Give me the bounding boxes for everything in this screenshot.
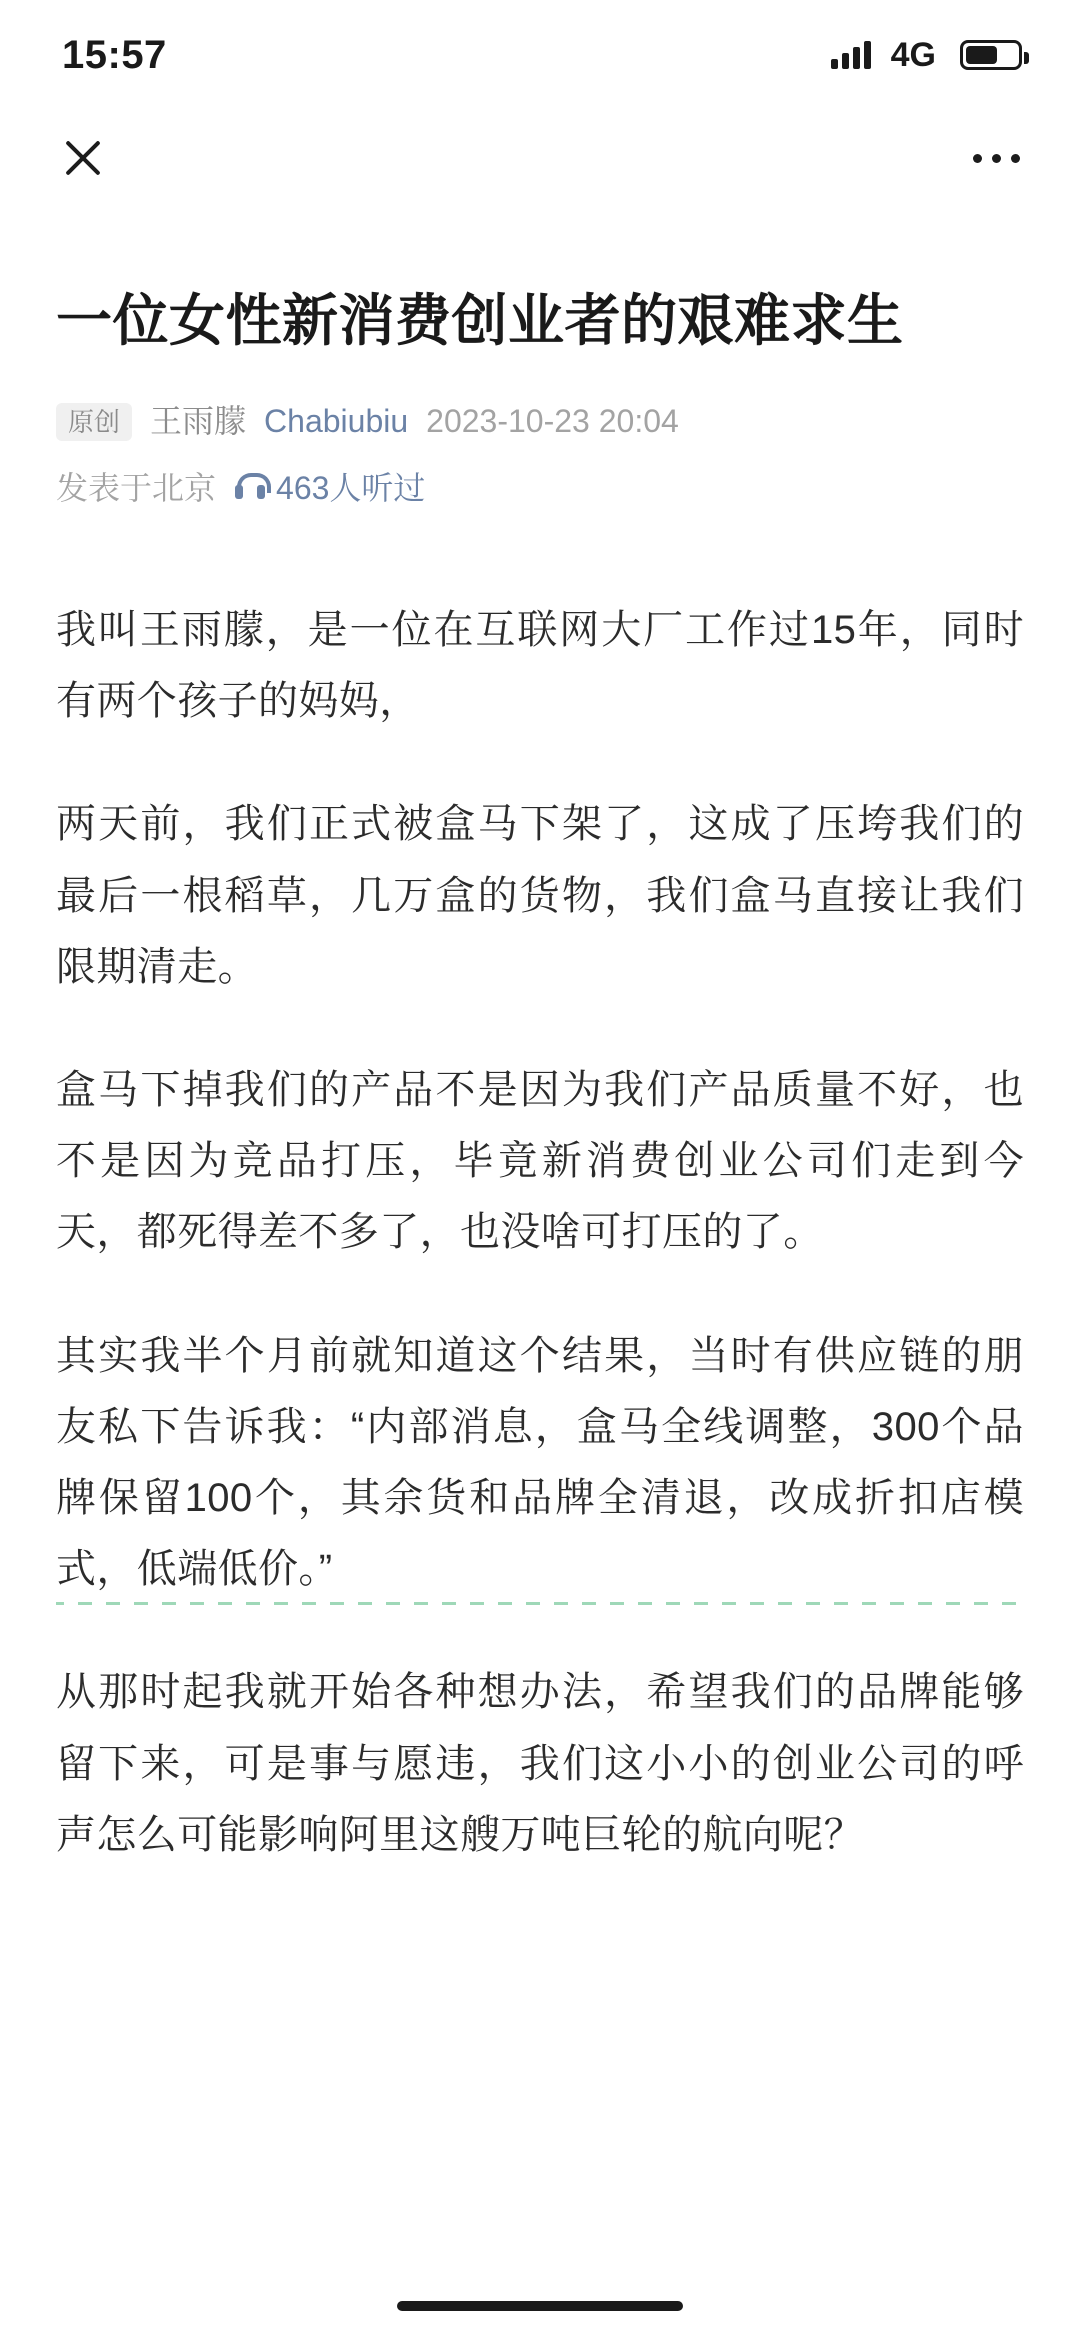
status-bar	[0, 0, 1080, 110]
article-author: 王雨朦	[150, 402, 247, 439]
article-paragraph: 从那时起我就开始各种想办法，希望我们的品牌能够留下来，可是事与愿违，我们这小小的创业公司的呼声怎么可能影响阿里这艘万吨巨轮的航向呢？	[56, 1670, 1024, 1857]
close-icon[interactable]	[60, 135, 106, 181]
more-options-icon[interactable]	[973, 154, 1020, 163]
signal-bars-icon	[831, 41, 871, 69]
article-body	[56, 595, 1024, 1871]
home-indicator	[397, 2301, 683, 2311]
status-badge: 原创	[56, 403, 132, 441]
article-container	[0, 284, 1080, 1871]
listen-count-label: 463人听过	[276, 470, 426, 507]
article-date: 2023-10-23 20:04	[426, 402, 679, 439]
battery-fill	[966, 46, 997, 64]
headphone-icon	[234, 471, 266, 501]
network-type-label: 4G	[890, 35, 936, 74]
article-paragraph: 我叫王雨朦，是一位在互联网大厂工作过15年，同时有两个孩子的妈妈，	[56, 608, 1024, 724]
status-time: 15:57	[62, 32, 167, 77]
article-paragraph-highlighted[interactable]: 其实我半个月前就知道这个结果，当时有供应链的朋友私下告诉我：“内部消息，盒马全线调整，300个品牌保留100个，其余货和品牌全清退，改成折扣店模式，低端低价。”	[56, 1321, 1024, 1606]
article-paragraph: 两天前，我们正式被盒马下架了，这成了压垮我们的最后一根稻草，几万盒的货物，我们盒马直接让我们限期清走。	[56, 802, 1024, 989]
article-account-link[interactable]: Chabiubiu	[264, 402, 409, 439]
article-meta	[56, 396, 1024, 447]
article-location: 发表于北京	[56, 470, 217, 507]
listen-count-button[interactable]	[234, 463, 425, 509]
article-meta-secondary	[56, 463, 1024, 509]
status-indicators	[831, 36, 1022, 75]
article-paragraph: 盒马下掉我们的产品不是因为我们产品质量不好，也不是因为竞品打压，毕竟新消费创业公司们走到今天，都死得差不多了，也没啥可打压的了。	[56, 1068, 1024, 1255]
navigation-bar	[0, 110, 1080, 206]
page-title: 一位女性新消费创业者的艰难求生	[56, 289, 904, 352]
battery-icon	[960, 40, 1022, 70]
